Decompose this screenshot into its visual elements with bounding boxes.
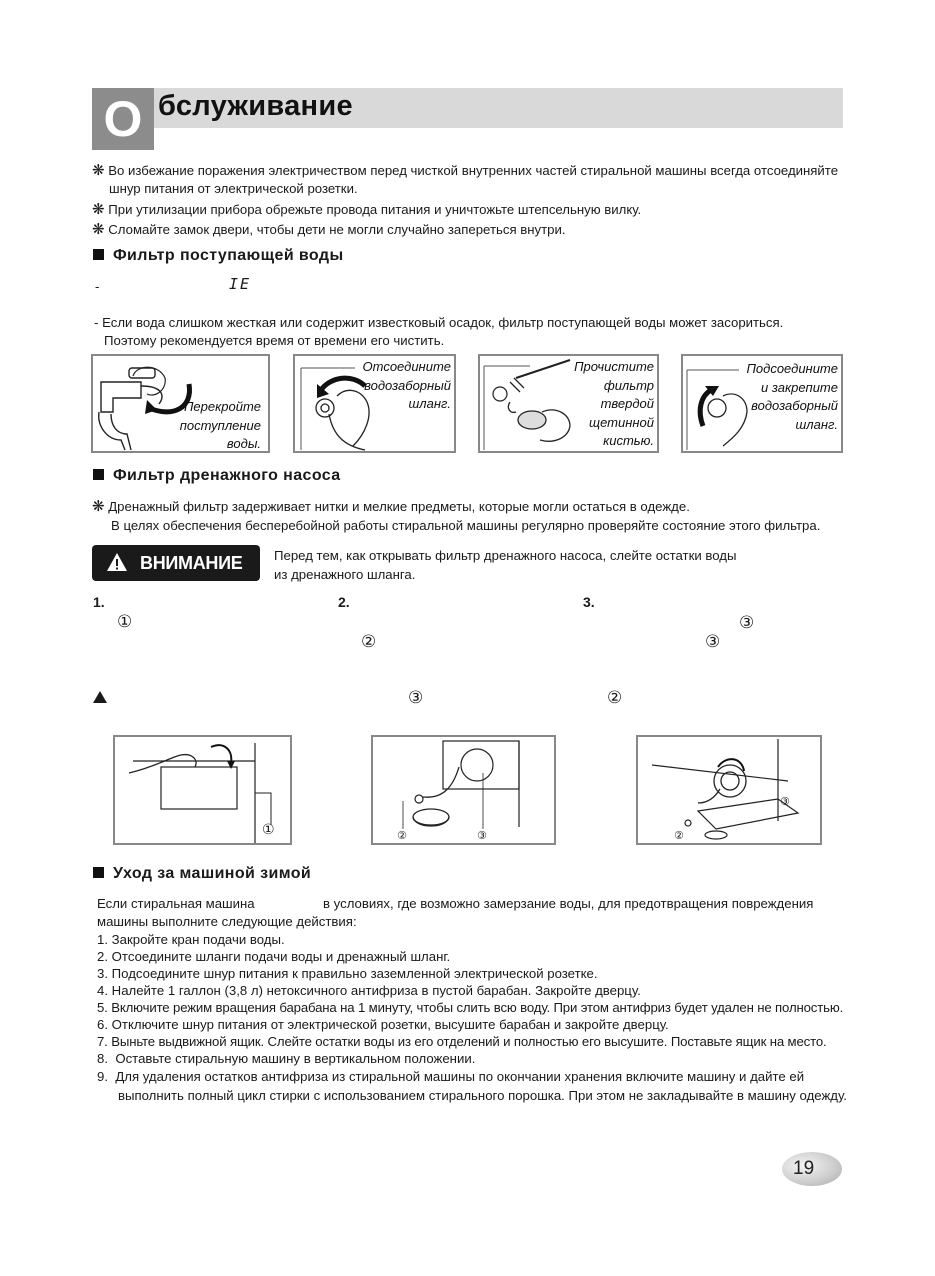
safety-note-1: ❋ Во избежание поражения электричеством перед чисткой внутренних частей стиральной машины всегда отсоединяйте [92,162,839,179]
title-initial-letter: O [92,88,154,150]
page-number: 19 [793,1158,815,1179]
winter-list-item: 6. Отключите шнур питания от электрической розетки, высушите барабан и закройте дверцу. [97,1017,669,1032]
diagram-open-cover [113,735,292,845]
warning-text-2: из дренажного шланга. [274,567,416,582]
square-bullet-icon [93,867,104,878]
drain-filter-text-1: ❋ Дренажный фильтр задерживает нитки и мелкие предметы, которые могли остаться в одежде. [92,498,690,515]
asterisk-icon: ❋ [92,498,105,515]
step-image-reconnect-hose [681,354,843,453]
winter-list-item: 2. Отсоедините шланги подачи воды и дренажный шланг. [97,949,451,964]
winter-list-item: 5. Включите режим вращения барабана на 1 минуту, чтобы слить всю воду. При этом антифриз будет удален не полностью. [97,1000,844,1015]
winter-list-item: 4. Налейте 1 галлон (3,8 л) нетоксичного антифриза в пустой барабан. Закройте дверцу. [97,983,641,998]
marker-3: ③ [408,688,424,707]
inlet-filter-heading: Фильтр поступающей воды [93,247,344,265]
winter-intro-line2: машины выполните следующие действия: [97,914,357,929]
inlet-filter-text-2: Поэтому рекомендуется время от времени его чистить. [104,333,445,348]
warning-text-1: Перед тем, как открывать фильтр дренажного насоса, слейте остатки воды [274,548,737,563]
page-title: бслуживание [158,90,353,122]
marker-3: ③ [739,613,755,632]
asterisk-icon: ❋ [92,201,105,218]
winter-list-item: 7. Выньте выдвижной ящик. Слейте остатки воды из его отделений и полностью его высушите. Поставьте ящик на место. [97,1034,827,1049]
marker-2: ② [607,688,623,707]
safety-note-1-cont: шнур питания от электрической розетки. [109,181,358,196]
asterisk-icon: ❋ [92,162,105,179]
diagram-label-2: ② [674,830,684,842]
marker-1: ① [117,612,133,631]
diagram-drain-water [371,735,556,845]
asterisk-icon: ❋ [92,221,105,238]
winter-list-item: 1. Закройте кран подачи воды. [97,932,285,947]
caption-disconnect-hose: Отсоедините водозаборный шланг. [362,359,451,411]
warning-label: ВНИМАНИЕ [140,553,243,573]
step-image-disconnect-hose [293,354,456,453]
safety-note-3: ❋ Сломайте замок двери, чтобы дети не могли случайно запереться внутри. [92,221,566,238]
winter-heading: Уход за машиной зимой [93,865,311,883]
marker-3: ③ [705,632,721,651]
safety-note-2: ❋ При утилизации прибора обрежьте провода питания и уничтожьте штепсельную вилку. [92,201,642,218]
inlet-filter-text-1: - Если вода слишком жесткая или содержит известковый осадок, фильтр поступающей воды может засориться. [94,315,784,330]
diagram-label-1: ① [262,821,275,837]
diagram-label-3: ③ [477,830,487,842]
drain-filter-text-2: В целях обеспечения бесперебойной работы стиральной машины регулярно проверяйте состояние этого фильтра. [111,518,821,533]
drain-hose-illustration [373,737,554,843]
caption-reconnect-hose: Подсоедините и закрепите водозаборный шланг. [746,361,838,432]
marker-2: ② [361,632,377,651]
warning-triangle-icon [106,552,128,572]
diagram-label-3: ③ [780,796,790,808]
warning-badge [92,545,260,581]
warning-triangle-icon [93,691,107,703]
step-image-close-tap [91,354,270,453]
error-code: IE [229,275,252,293]
square-bullet-icon [93,469,104,480]
winter-list-item: 3. Подсоедините шнур питания к правильно заземленной электрической розетке. [97,966,598,981]
diagram-label-2: ② [397,830,407,842]
step-image-clean-filter [478,354,659,453]
caption-clean-filter: Прочистите фильтр твердой щетинной кистью. [574,359,654,448]
winter-list-item: 8. Оставьте стиральную машину в вертикальном положении. [97,1051,476,1066]
dash-marker: - [95,279,100,294]
winter-intro-part2: в условиях, где возможно замерзание воды, для предотвращения повреждения [323,896,814,911]
caption-close-tap: Перекройте поступление воды. [179,399,261,451]
square-bullet-icon [93,249,104,260]
step-number-1: 1. [93,594,105,610]
diagram-remove-filter [636,735,822,845]
filter-removal-illustration [638,737,820,843]
drain-filter-heading: Фильтр дренажного насоса [93,467,341,485]
winter-intro-part1: Если стиральная машина [97,896,255,911]
winter-list-item: 9. Для удаления остатков антифриза из стиральной машины по окончании хранения включите машину и дайте ей [97,1069,805,1084]
step-number-2: 2. [338,594,350,610]
winter-list-item-9-cont: выполнить полный цикл стирки с использованием стирального порошка. При этом не закладывайте в машину одежду. [118,1088,847,1103]
step-number-3: 3. [583,594,595,610]
